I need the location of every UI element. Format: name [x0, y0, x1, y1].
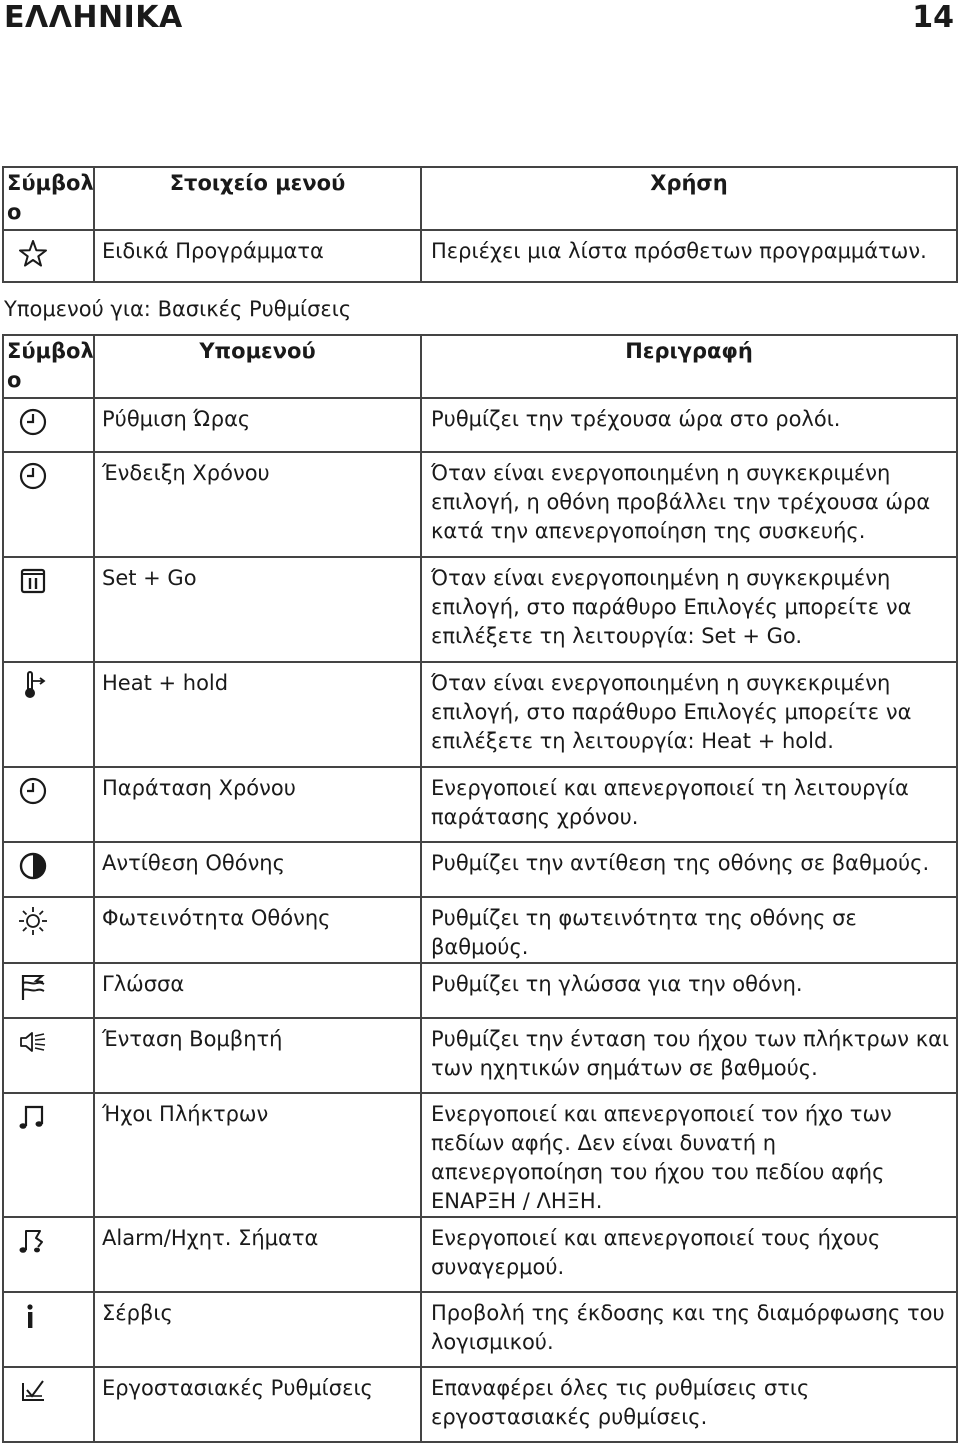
submenu-item-description: Ενεργοποιεί και απενεργοποιεί τους ήχους συναγερμού.	[421, 1217, 957, 1292]
submenu-item-label: Παράταση Χρόνου	[94, 767, 421, 842]
table-row	[3, 1367, 957, 1442]
alarm-tone-icon	[16, 1224, 50, 1258]
submenu-item-label: Αντίθεση Οθόνης	[94, 842, 421, 897]
submenu-item-description: Προβολή της έκδοσης και της διαμόρφωσης του λογισμικού.	[421, 1292, 957, 1367]
submenu-item-description: Ενεργοποιεί και απενεργοποιεί τον ήχο των πεδίων αφής. Δεν είναι δυνατή η απενεργοποίηση του ήχου του πεδίου αφής ΕΝΑΡΞΗ / ΛΗΞΗ.	[421, 1093, 957, 1217]
table-row	[3, 897, 957, 963]
brightness-icon	[16, 904, 50, 938]
clock-icon	[16, 405, 50, 439]
submenu-item-description: Όταν είναι ενεργοποιημένη η συγκεκριμένη επιλογή, στο παράθυρο Επιλογές μπορείτε να επιλέξετε τη λειτουργία: Set + Go.	[421, 557, 957, 662]
speaker-icon	[16, 1025, 50, 1059]
submenu-item-description: Ενεργοποιεί και απενεργοποιεί τη λειτουργία παράτασης χρόνου.	[421, 767, 957, 842]
table-header-row	[3, 167, 957, 230]
submenu-item-label: Σέρβις	[94, 1292, 421, 1367]
language-flag-icon	[16, 970, 50, 1004]
table-row	[3, 230, 957, 282]
star-icon	[16, 237, 50, 271]
set-go-icon	[16, 564, 50, 598]
factory-reset-icon	[16, 1374, 50, 1408]
submenu-item-description: Ρυθμίζει την τρέχουσα ώρα στο ρολόι.	[421, 398, 957, 452]
submenu-item-label: Φωτεινότητα Οθόνης	[94, 897, 421, 963]
menu-item-label: Ειδικά Προγράμματα	[94, 230, 421, 282]
table-row	[3, 557, 957, 662]
table-header-row	[3, 335, 957, 398]
clock-icon	[16, 459, 50, 493]
submenu-table	[2, 334, 958, 1443]
submenu-item-label: Set + Go	[94, 557, 421, 662]
submenu-item-description: Όταν είναι ενεργοποιημένη η συγκεκριμένη επιλογή, η οθόνη προβάλλει την τρέχουσα ώρα κατά την απενεργοποίηση της συσκευής.	[421, 452, 957, 557]
column-header-symbol: Σύμβολ ο	[3, 167, 94, 230]
submenu-item-description: Επαναφέρει όλες τις ρυθμίσεις στις εργοστασιακές ρυθμίσεις.	[421, 1367, 957, 1442]
submenu-item-label: Heat + hold	[94, 662, 421, 767]
submenu-item-description: Ρυθμίζει τη φωτεινότητα της οθόνης σε βαθμούς.	[421, 897, 957, 963]
submenu-item-label: Γλώσσα	[94, 963, 421, 1018]
page-number: 14	[912, 0, 954, 35]
table-row	[3, 1217, 957, 1292]
table-row	[3, 398, 957, 452]
info-icon	[16, 1299, 50, 1333]
table-row	[3, 1018, 957, 1093]
table-row	[3, 842, 957, 897]
submenu-item-label: Εργοστασιακές Ρυθμίσεις	[94, 1367, 421, 1442]
music-note-icon	[16, 1100, 50, 1134]
submenu-item-label: Ήχοι Πλήκτρων	[94, 1093, 421, 1217]
table-row	[3, 963, 957, 1018]
submenu-title: Υπομενού για: Βασικές Ρυθμίσεις	[4, 297, 352, 321]
submenu-item-description: Ρυθμίζει τη γλώσσα για την οθόνη.	[421, 963, 957, 1018]
submenu-item-description: Ρυθμίζει την ένταση του ήχου των πλήκτρων και των ηχητικών σημάτων σε βαθμούς.	[421, 1018, 957, 1093]
submenu-item-description: Όταν είναι ενεργοποιημένη η συγκεκριμένη επιλογή, στο παράθυρο Επιλογές μπορείτε να επιλέξετε τη λειτουργία: Heat + hold.	[421, 662, 957, 767]
table-row	[3, 1093, 957, 1217]
clock-icon	[16, 774, 50, 808]
table-row	[3, 1292, 957, 1367]
column-header-submenu: Υπομενού	[94, 335, 421, 398]
page-language-heading: ΕΛΛΗΝΙΚΑ	[4, 0, 183, 35]
column-header-usage: Χρήση	[421, 167, 957, 230]
submenu-item-label: Alarm/Ηχητ. Σήματα	[94, 1217, 421, 1292]
submenu-item-label: Ένδειξη Χρόνου	[94, 452, 421, 557]
table-row	[3, 662, 957, 767]
table-row	[3, 767, 957, 842]
menu-item-usage: Περιέχει μια λίστα πρόσθετων προγραμμάτων.	[421, 230, 957, 282]
column-header-symbol: Σύμβολ ο	[3, 335, 94, 398]
table-row	[3, 452, 957, 557]
column-header-menu-item: Στοιχείο μενού	[94, 167, 421, 230]
menu-items-table	[2, 166, 958, 283]
submenu-item-description: Ρυθμίζει την αντίθεση της οθόνης σε βαθμούς.	[421, 842, 957, 897]
column-header-description: Περιγραφή	[421, 335, 957, 398]
submenu-item-label: Ένταση Βομβητή	[94, 1018, 421, 1093]
heat-hold-icon	[16, 669, 50, 703]
submenu-item-label: Ρύθμιση Ώρας	[94, 398, 421, 452]
contrast-icon	[16, 849, 50, 883]
